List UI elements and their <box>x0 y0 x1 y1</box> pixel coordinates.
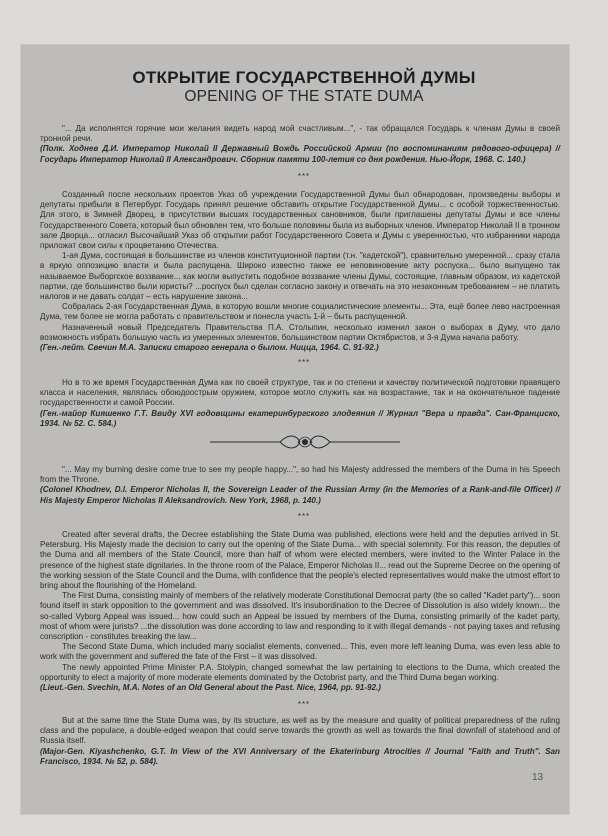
en-closing-block <box>40 716 560 767</box>
ornament-divider <box>210 432 400 452</box>
ru-paragraph: Назначенный новый Председатель Правительства П.А. Столыпин, несколько изменил закон о выборах в Думу, что дало возможность избрать большую часть из умеренных элементов, большинством партии Октябристов, и 3-я Дума начала работу. <box>40 322 560 342</box>
page-number: 13 <box>532 772 544 783</box>
ru-closing-reference: (Ген.-майор Кияшенко Г.Т. Ввиду XVI годовщины екатеринбургского злодеяния // Журнал "Вера и правда". Сан-Франциско, 1934. № 52. С. 584.) <box>40 408 560 428</box>
ru-main-block <box>40 190 560 353</box>
en-quote-block <box>40 465 560 506</box>
en-reference: (Lieut.-Gen. Svechin, M.A. Notes of an Old General about the Past. Nice, 1964, pp. 91-92.) <box>40 683 381 693</box>
separator-stars: *** <box>297 700 311 709</box>
title-english: OPENING OF THE STATE DUMA <box>184 88 424 105</box>
en-quote-reference: (Colonel Khodnev, D.I. Emperor Nicholas II, the Sovereign Leader of the Russian Army (in the Memories of a Rank-and-file Officer) // His Majesty Emperor Nicholas II Aleksandrovich. New York, 1968, p. 140.) <box>40 485 560 505</box>
separator-stars: *** <box>297 358 311 367</box>
en-paragraph: The Second State Duma, which included many socialist elements, convened... This, even more left leaning Duma, was even less able to work with the government and suffered the fate of the First – it was dissolved. <box>40 642 560 662</box>
ru-quote: "... Да исполнятся горячие мои желания видеть народ мой счастливым...", - так обращался Государь к членам Думы в своей тронной речи. <box>40 124 560 144</box>
ru-paragraph: Собралась 2-ая Государственная Дума, в которую вошли многие социалистические элементы... Эта, ещё более лево настроенная Дума, тем более не могла работать с правительством и понесла участь 1-й – быть распущенной. <box>40 302 560 322</box>
en-quote: "... May my burning desire come true to see my people happy...", so had his Majesty addressed the members of the Duma in his Speech from the Throne. <box>40 465 560 485</box>
en-closing-reference: (Major-Gen. Kiyashchenko, G.T. In View of the XVI Anniversary of the Ekaterinburg Atrocities // Journal "Faith and Truth". San Francisco, 1934. № 52, p. 584). <box>40 746 560 766</box>
en-paragraph: The First Duma, consisting mainly of members of the relatively moderate Constitutional Democrat party (the so called "Kadet party")... soon found itself in stark opposition to the government and was dissolved. It's insubordination to the Decree of Dissolution is also widely known... the so-called Vyborg Appeal was issued... how could such an Appeal be issued by members of the Duma, consisting primarily of the kadet party, most of whom were jurists? ...the dissolution was done according to law and responding to it with illegal demands - not paying taxes and refusing conscription - constitutes breaking the law... <box>40 591 560 642</box>
en-paragraph: The newly appointed Prime Minister P.A. Stolypin, changed somewhat the law pertaining to elections to the Duma, which created the opportunity to elect a majority of more moderate elements dominated by the Octobrist party, and the Third Duma began working. <box>40 662 560 682</box>
ru-paragraph: Созданный после нескольких проектов Указ об учреждении Государственной Думы был обнародован, произведены выборы и депутаты прибыли в Петербург. Государь принял решение обставить открытие Государственной Думы... с особой торжественностью. Для этого, в Зимней Дворец, в присутствии высших государственных сановников, были приглашены депутаты Думы и все члены Государственного Совета, который был обновлен тем, что больше половины была из выборных членов. Император Николай II в тронном зале Дворца... огласил Высочайший Указ об открытии работ Государственного Совета и Думы с уверенностью, что избранники народа приложат свои силы к процветанию Отечества. <box>40 190 560 251</box>
en-main-block <box>40 530 560 693</box>
ru-quote-reference: (Полк. Ходнев Д.И. Император Николай II Державный Вождь Российской Армии (по воспоминаниям рядового-офицера) // Государь Император Николай II Александрович. Сборник памяти 100-летия со дня рождения. Нью-Йорк, 1968. С. 140.) <box>40 144 560 164</box>
en-paragraph: But at the same time the State Duma was, by its structure, as well as by the measure and quality of political preparedness of the ruling class and the populace, a double-edged weapon that could serve towards the growth as well as towards the final downfall of statehood and of Russia itself. <box>40 716 560 746</box>
ru-closing-block <box>40 378 560 429</box>
ru-quote-block <box>40 124 560 165</box>
ru-paragraph: 1-ая Дума, состоящая в большинстве из членов конституционной партии (т.н. "кадетской"), сравнительно умеренной... сразу стала в яркую оппозицию власти и была распущена. Широко известно также ее неповиновение акту роспуска... было выпущено так называемое Выборгское воззвание... как могли выпустить подобное воззвание члены Думы, состоящие, главным образом, из кадетской партии, где большинство были юристы? ...роспуск был сделан согласно закону и отвечать на это незаконным требованием – не платить налогов и не давать солдат – есть нарушение закона... <box>40 251 560 302</box>
separator-stars: *** <box>297 512 311 521</box>
title-russian: ОТКРЫТИЕ ГОСУДАРСТВЕННОЙ ДУМЫ <box>132 68 476 87</box>
ru-paragraph: Но в то же время Государственная Дума как по своей структуре, так и по степени и качеству политической подготовки правящего класса и населения, являлась обоюдоострым оружием, которое могло служить как на возрастание, так и на окончательное падение государственности и самой России. <box>40 378 560 408</box>
separator-stars: *** <box>297 172 311 181</box>
en-paragraph: Created after several drafts, the Decree establishing the State Duma was published, elections were held and the deputies arrived in St. Petersburg. His Majesty made the decision to carry out the opening of the State Duma... with special solemnity. For this reason, the deputies of the Duma and all members of the State Council, more than half of whom were elected members, were invited to the Winter Palace in the presence of the highest state dignitaries. In the throne room of the Palace, Emperor Nicholas II... read out the Supreme Decree on the opening of the working session of the State Council and the Duma, with confidence that the people's elected representatives would make the utmost effort to bring about the flourishing of the Homeland. <box>40 530 560 591</box>
ru-reference: (Ген.-лейт. Свечин М.А. Записки старого генерала о былом. Ницца, 1964. С. 91-92.) <box>40 343 379 353</box>
